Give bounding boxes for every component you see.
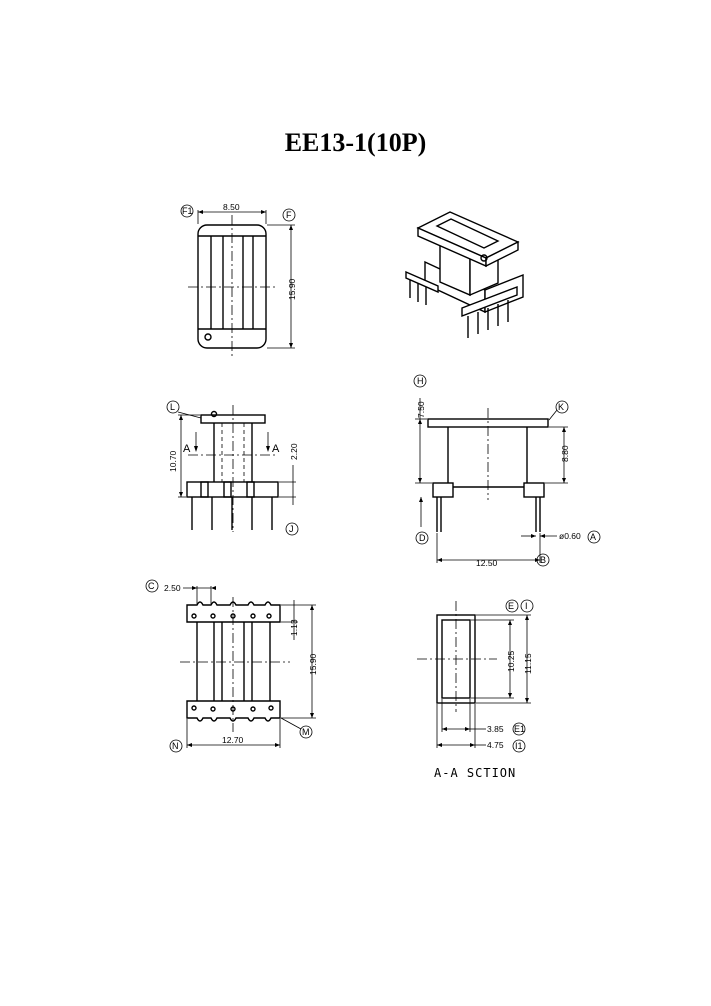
tag-l: L [170,402,176,412]
tag-i: I [525,601,528,611]
tag-h: H [417,376,424,386]
side-flange-dim: 2.20 [289,443,299,460]
tag-f1: F1 [182,206,193,216]
top-width-dim: 8.50 [223,202,240,212]
side-view [167,401,299,535]
section-caption: A-A SCTION [434,766,517,780]
top-height-dim: 15.90 [287,278,297,300]
tag-j: J [289,524,294,534]
side-height-dim: 10.70 [168,450,178,472]
isometric-view [406,212,523,338]
front-top-dim: 7.50 [416,401,426,418]
bottom-pitch-dim: 2.50 [164,583,181,593]
section-inner-w-dim: 3.85 [487,724,504,734]
page-title: EE13-1(10P) [284,128,427,157]
section-view [417,600,533,780]
tag-c: C [148,581,155,591]
front-bottom-dim: 12.50 [476,558,498,568]
tag-f: F [286,210,292,220]
section-outer-w-dim: 4.75 [487,740,504,750]
tag-n: N [172,741,179,751]
front-view [414,375,600,568]
tag-m: M [302,727,310,737]
front-right-dim: 8.80 [560,445,570,462]
bottom-view [146,580,318,752]
tag-b: B [540,555,547,565]
top-view [181,202,297,356]
tag-k: K [558,402,565,412]
tag-i1: I1 [515,741,523,751]
tag-e1: E1 [514,724,526,734]
bottom-width-dim: 12.70 [222,735,244,745]
bottom-right-small-dim: 1.13 [289,619,299,636]
section-inner-h-dim: 10.25 [506,650,516,672]
section-mark-right: A [272,443,280,455]
tag-d: D [419,533,426,543]
bottom-right-height-dim: 15.90 [308,653,318,675]
tag-e: E [508,601,515,611]
section-mark-left: A [183,443,191,455]
tag-a: A [590,532,597,542]
section-outer-h-dim: 11.15 [523,653,533,674]
front-pin-dia: ø0.60 [559,531,581,541]
